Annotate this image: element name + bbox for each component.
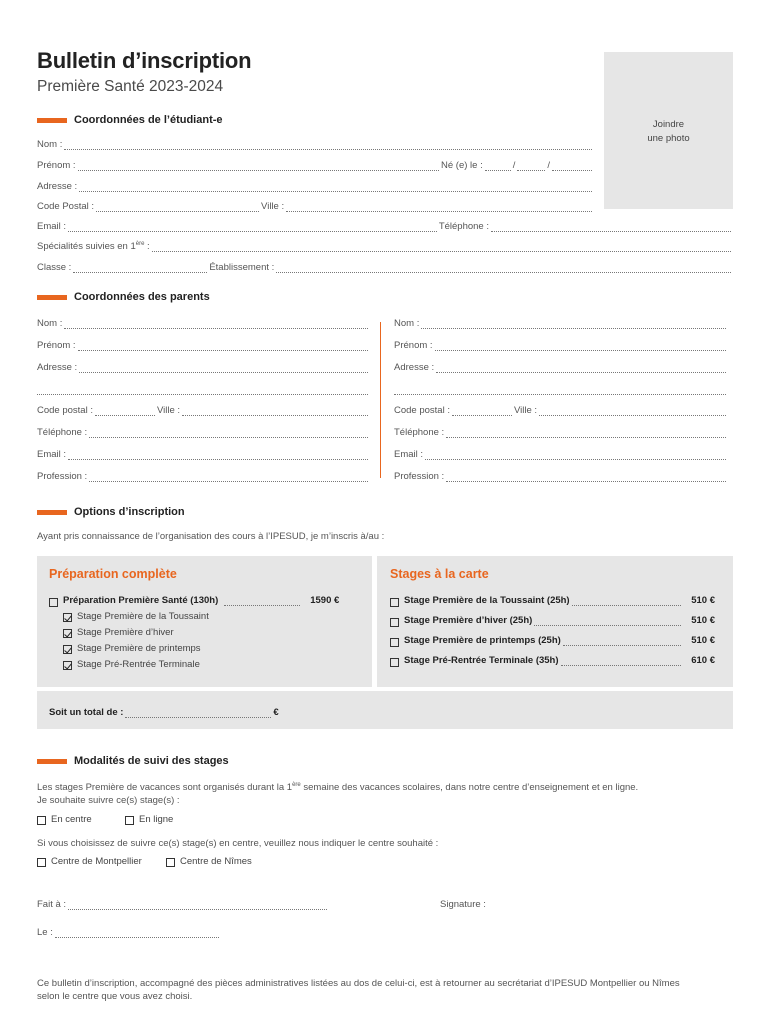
student-specialites-row (37, 238, 733, 252)
included-stage-item: Stage Première de printemps (63, 640, 209, 656)
parent2-nom-row (394, 315, 728, 329)
birth-month-field[interactable] (517, 163, 545, 171)
opt-nimes[interactable]: Centre de Nîmes (166, 856, 252, 867)
form-subtitle: Première Santé 2023-2024 (37, 78, 224, 95)
parent2-profession-field[interactable] (446, 474, 726, 482)
section-accent-bar (37, 118, 67, 123)
student-nom-label: Nom : (37, 139, 63, 150)
price-leader (563, 638, 681, 646)
student-specialites-field[interactable] (152, 244, 731, 252)
price-leader (561, 658, 682, 666)
parents-section-header (37, 290, 210, 304)
parent1-email-label: Email : (37, 449, 67, 460)
a-la-carte-title: Stages à la carte (390, 567, 489, 581)
parent2-telephone-label: Téléphone : (394, 427, 445, 438)
parent1-prenom-label: Prénom : (37, 340, 76, 351)
student-codepostal-field[interactable] (96, 204, 259, 212)
date-field[interactable] (55, 930, 219, 938)
parent1-codepostal-row (37, 402, 370, 416)
student-codepostal-row (37, 198, 594, 212)
parent1-prenom-row (37, 337, 370, 351)
complete-prep-checkbox[interactable] (49, 598, 58, 607)
student-section-title: Coordonnées de l’étudiant-e (74, 114, 223, 126)
student-nom-field[interactable] (64, 142, 592, 150)
birth-year-field[interactable] (552, 163, 592, 171)
student-specialites-label: Spécialités suivies en 1ère : (37, 240, 150, 252)
fait-a-field[interactable] (68, 902, 327, 910)
parent2-adresse-row2 (394, 381, 728, 395)
footer-note: Ce bulletin d’inscription, accompagné des pièces administratives listées au dos de celui-ci, est à retourner au secrétariat d’IPESUD Montpellier ou Nîmes selon le centre que vous avez choisi. (37, 978, 680, 1002)
date-separator: / (512, 160, 516, 171)
student-telephone-label: Téléphone : (438, 221, 489, 232)
student-section-header (37, 113, 223, 127)
options-section-title: Options d’inscription (74, 506, 185, 518)
parent2-prenom-row (394, 337, 728, 351)
montpellier-checkbox[interactable] (37, 858, 46, 867)
nimes-checkbox[interactable] (166, 858, 175, 867)
parent1-ville-field[interactable] (182, 408, 368, 416)
included-stage-item: Stage Première de la Toussaint (63, 608, 209, 624)
photo-placeholder[interactable] (604, 52, 733, 209)
checked-box-icon (63, 661, 72, 670)
student-classe-row (37, 259, 733, 273)
student-email-label: Email : (37, 221, 67, 232)
student-email-row (37, 218, 733, 232)
parent2-email-label: Email : (394, 449, 424, 460)
parent2-codepostal-label: Code postal : (394, 405, 450, 416)
student-codepostal-label: Code Postal : (37, 201, 95, 212)
total-field[interactable] (125, 710, 271, 718)
student-nom-row (37, 136, 594, 150)
student-prenom-field[interactable] (78, 163, 439, 171)
student-telephone-field[interactable] (491, 224, 731, 232)
student-adresse-label: Adresse : (37, 181, 78, 192)
parent1-nom-row (37, 315, 370, 329)
parent2-adresse-label: Adresse : (394, 362, 435, 373)
opt-en-ligne[interactable]: En ligne (125, 814, 173, 825)
parent2-codepostal-row (394, 402, 728, 416)
parent1-email-row (37, 446, 370, 460)
checked-box-icon (63, 645, 72, 654)
parent2-email-field[interactable] (425, 452, 726, 460)
checked-box-icon (63, 629, 72, 638)
complete-prep-panel (37, 556, 372, 687)
centre-question: Si vous choisissez de suivre ce(s) stage(s) en centre, veuillez nous indiquer le centre souhaité : (37, 838, 439, 849)
opt-montpellier[interactable]: Centre de Montpellier (37, 856, 142, 867)
modalites-section-header (37, 754, 229, 768)
section-accent-bar (37, 295, 67, 300)
a-la-carte-checkbox[interactable] (390, 658, 399, 667)
student-email-field[interactable] (68, 224, 437, 232)
parent2-adresse-field[interactable] (436, 365, 726, 373)
parent1-adresse-row (37, 359, 370, 373)
complete-prep-option[interactable] (49, 592, 359, 606)
student-etablissement-field[interactable] (276, 265, 731, 273)
parent1-nom-label: Nom : (37, 318, 63, 329)
complete-prep-label: Préparation Première Santé (130h) (63, 595, 219, 606)
parent1-profession-field[interactable] (89, 474, 368, 482)
complete-prep-included-list (63, 608, 209, 672)
parent2-nom-label: Nom : (394, 318, 420, 329)
form-title: Bulletin d’inscription (37, 48, 252, 73)
parent1-profession-label: Profession : (37, 471, 88, 482)
parent2-codepostal-field[interactable] (452, 408, 512, 416)
a-la-carte-option[interactable]: Stage Première d’hiver (25h) 510 € (390, 612, 715, 626)
student-adresse-row (37, 178, 594, 192)
date-label: Le : (37, 927, 53, 938)
parent1-adresse-label: Adresse : (37, 362, 78, 373)
a-la-carte-panel (377, 556, 733, 687)
date-separator: / (547, 160, 550, 171)
parent2-adresse-row (394, 359, 728, 373)
total-row (49, 704, 279, 718)
student-prenom-label: Prénom : (37, 160, 76, 171)
total-currency: € (273, 707, 279, 718)
parent2-telephone-field[interactable] (446, 430, 726, 438)
parent1-codepostal-label: Code postal : (37, 405, 93, 416)
parent2-prenom-field[interactable] (435, 343, 726, 351)
parent1-codepostal-field[interactable] (95, 408, 155, 416)
photo-instruction: Joindre une photo (647, 119, 690, 144)
signature-label: Signature : (440, 899, 486, 910)
parent1-telephone-field[interactable] (89, 430, 368, 438)
en-ligne-checkbox[interactable] (125, 816, 134, 825)
total-label: Soit un total de : (49, 707, 124, 718)
parent2-profession-label: Profession : (394, 471, 445, 482)
a-la-carte-checkbox[interactable] (390, 638, 399, 647)
complete-prep-price: 1590 € (310, 595, 340, 606)
complete-prep-title: Préparation complète (49, 567, 177, 581)
student-classe-label: Classe : (37, 262, 72, 273)
parent1-telephone-row (37, 424, 370, 438)
included-stage-item: Stage Pré-Rentrée Terminale (63, 656, 209, 672)
section-accent-bar (37, 510, 67, 515)
a-la-carte-checkbox[interactable] (390, 598, 399, 607)
student-adresse-field[interactable] (79, 184, 592, 192)
a-la-carte-checkbox[interactable] (390, 618, 399, 627)
parent1-email-field[interactable] (68, 452, 368, 460)
birthdate-label: Né (e) le : (441, 160, 483, 171)
student-etablissement-label: Établissement : (209, 262, 275, 273)
parent2-prenom-label: Prénom : (394, 340, 433, 351)
parent2-nom-field[interactable] (421, 321, 726, 329)
date-row (37, 924, 221, 938)
student-ville-field[interactable] (286, 204, 592, 212)
parent2-email-row (394, 446, 728, 460)
parent1-prenom-field[interactable] (78, 343, 368, 351)
parent2-adresse-field-2[interactable] (394, 387, 726, 395)
parent1-adresse-row2 (37, 381, 370, 395)
price-leader (534, 618, 681, 626)
options-intro: Ayant pris connaissance de l’organisation des cours à l’IPESUD, je m’inscris à/au : (37, 531, 385, 542)
parent2-profession-row (394, 468, 728, 482)
modalites-section-title: Modalités de suivi des stages (74, 755, 229, 767)
parent2-ville-label: Ville : (513, 405, 538, 416)
modalites-paragraph: Les stages Première de vacances sont organisés durant la 1ère semaine des vacances scolaires, dans notre centre d’enseignement et en ligne. Je souhaite suivre ce(s) stage(s) : (37, 782, 639, 807)
price-leader (572, 598, 682, 606)
student-classe-field[interactable] (73, 265, 207, 273)
fait-a-row (37, 896, 329, 910)
complete-prep-leader (224, 598, 300, 606)
a-la-carte-option[interactable]: Stage Première de la Toussaint (25h) 510 € (390, 592, 715, 606)
en-centre-checkbox[interactable] (37, 816, 46, 825)
parent2-ville-field[interactable] (539, 408, 726, 416)
included-stage-item: Stage Première d’hiver (63, 624, 209, 640)
section-accent-bar (37, 759, 67, 764)
parent2-telephone-row (394, 424, 728, 438)
student-ville-label: Ville : (261, 201, 285, 212)
parent1-adresse-field[interactable] (79, 365, 368, 373)
fait-a-label: Fait à : (37, 899, 67, 910)
opt-en-centre[interactable]: En centre (37, 814, 92, 825)
birth-day-field[interactable] (485, 163, 511, 171)
options-section-header (37, 505, 185, 519)
parent1-adresse-field-2[interactable] (37, 387, 368, 395)
total-bar (37, 691, 733, 729)
a-la-carte-option[interactable]: Stage Pré-Rentrée Terminale (35h) 610 € (390, 652, 715, 666)
checked-box-icon (63, 613, 72, 622)
parents-section-title: Coordonnées des parents (74, 291, 210, 303)
parent1-ville-label: Ville : (156, 405, 181, 416)
student-prenom-row (37, 157, 594, 171)
a-la-carte-option[interactable]: Stage Première de printemps (25h) 510 € (390, 632, 715, 646)
parent1-telephone-label: Téléphone : (37, 427, 88, 438)
parent1-nom-field[interactable] (64, 321, 368, 329)
parents-column-divider (380, 322, 381, 478)
parent1-profession-row (37, 468, 370, 482)
